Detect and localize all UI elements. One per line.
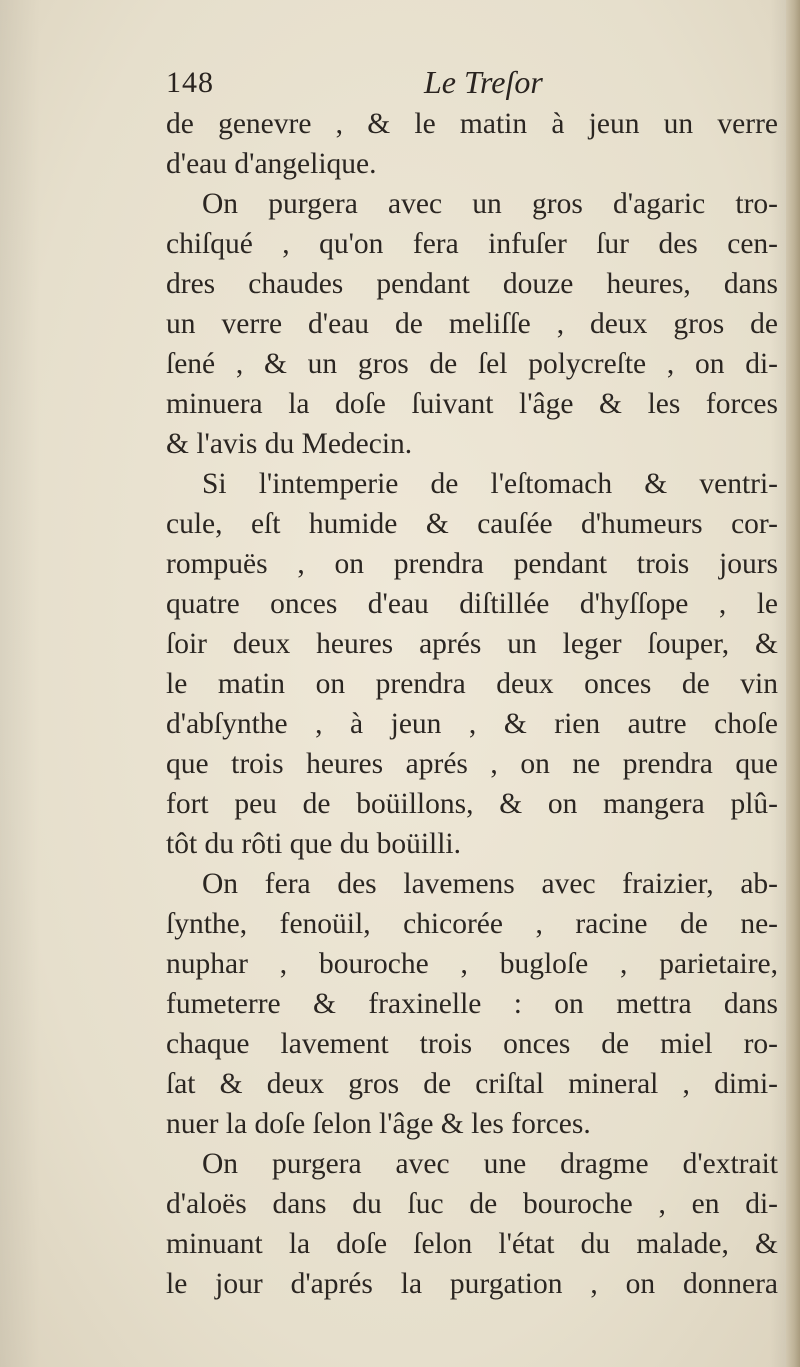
text-line: tôt du rôti que du boüilli. bbox=[166, 828, 461, 860]
text-line: d'eau d'angelique. bbox=[166, 148, 377, 180]
running-head: Le Treſor bbox=[424, 64, 543, 100]
text-line: Si l'intemperie de l'eſtomach & ventri- bbox=[202, 468, 778, 500]
text-line: On purgera avec une dragme d'extrait bbox=[202, 1148, 778, 1180]
text-line: ſoir deux heures aprés un leger ſouper, & bbox=[166, 628, 778, 660]
page-edge-shadow bbox=[786, 0, 800, 1367]
text-line: rompuës , on prendra pendant trois jours bbox=[166, 548, 778, 580]
text-line: & l'avis du Medecin. bbox=[166, 428, 413, 460]
text-line: fort peu de boüillons, & on mangera plû- bbox=[166, 788, 778, 820]
text-line: un verre d'eau de meliſſe , deux gros de bbox=[166, 308, 778, 340]
text-line: le matin on prendra deux onces de vin bbox=[166, 668, 778, 700]
text-line: On purgera avec un gros d'agaric tro- bbox=[202, 188, 778, 220]
page-header bbox=[166, 62, 766, 106]
text-line: On fera des lavemens avec fraizier, ab- bbox=[202, 868, 778, 900]
text-line: nuer la doſe ſelon l'âge & les forces. bbox=[166, 1108, 591, 1140]
text-line: cule, eſt humide & cauſée d'humeurs cor- bbox=[166, 508, 778, 540]
text-line: nuphar , bouroche , bugloſe , parietaire, bbox=[166, 948, 778, 980]
body-text bbox=[166, 104, 778, 1304]
text-line: que trois heures aprés , on ne prendra que bbox=[166, 748, 778, 780]
text-line: chaque lavement trois onces de miel ro- bbox=[166, 1028, 778, 1060]
text-line: minuera la doſe ſuivant l'âge & les forces bbox=[166, 388, 778, 420]
text-line: minuant la doſe ſelon l'état du malade, & bbox=[166, 1228, 778, 1260]
text-line: ſynthe, fenoüil, chicorée , racine de ne- bbox=[166, 908, 778, 940]
text-line: dres chaudes pendant douze heures, dans bbox=[166, 268, 778, 300]
text-line: quatre onces d'eau diſtillée d'hyſſope , le bbox=[166, 588, 778, 620]
text-line: d'abſynthe , à jeun , & rien autre choſe bbox=[166, 708, 778, 740]
text-line: ſené , & un gros de ſel polycreſte , on di- bbox=[166, 348, 778, 380]
text-line: fumeterre & fraxinelle : on mettra dans bbox=[166, 988, 778, 1020]
page-number: 148 bbox=[166, 66, 214, 99]
text-line: le jour d'aprés la purgation , on donnera bbox=[166, 1268, 778, 1300]
text-line: de genevre , & le matin à jeun un verre bbox=[166, 108, 778, 140]
text-line: d'aloës dans du ſuc de bouroche , en di- bbox=[166, 1188, 778, 1220]
text-line: chiſqué , qu'on fera infuſer ſur des cen- bbox=[166, 228, 778, 260]
text-line: ſat & deux gros de criſtal mineral , dimi- bbox=[166, 1068, 778, 1100]
